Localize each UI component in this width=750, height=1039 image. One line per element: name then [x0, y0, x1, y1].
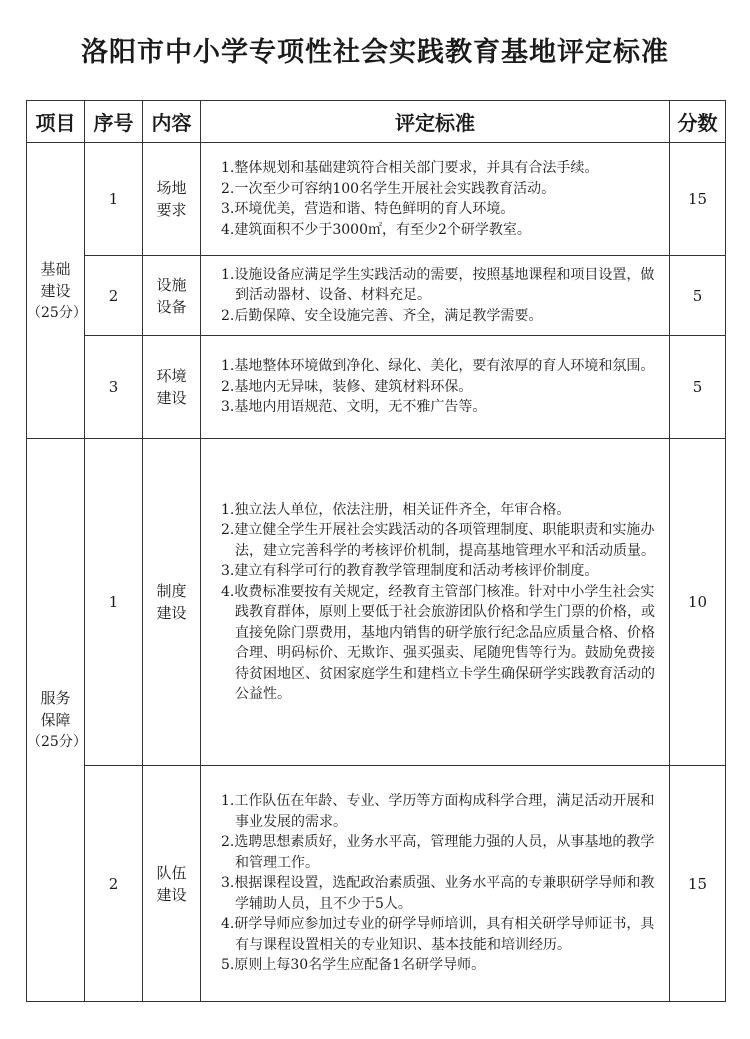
content-cell — [143, 439, 201, 766]
criteria-item: 3.根据课程设置，选配政治素质强、业务水平高的专兼职研学导师和教学辅助人员，且不少于5人。 — [221, 875, 655, 912]
category-line2: 建设 — [40, 281, 71, 300]
content-line2: 建设 — [156, 885, 187, 904]
criteria-item: 4.建筑面积不少于3000㎡，有至少2个研学教室。 — [221, 221, 531, 238]
seq-cell: 2 — [85, 766, 143, 1002]
category-line1: 服务 — [40, 689, 71, 707]
content-line1: 制度 — [156, 582, 187, 600]
header-category: 项目 — [27, 101, 85, 143]
criteria-item: 2.后勤保障、安全设施完善、齐全，满足教学需要。 — [221, 307, 543, 324]
category-line1: 基础 — [40, 259, 71, 278]
score-cell: 5 — [670, 256, 726, 336]
criteria-cell — [201, 143, 670, 256]
content-line2: 要求 — [156, 201, 187, 219]
content-line2: 建设 — [156, 389, 187, 407]
criteria-cell — [201, 336, 670, 439]
category-line2: 保障 — [40, 711, 71, 729]
criteria-cell — [201, 766, 670, 1002]
category-cell-basic — [27, 143, 85, 439]
seq-cell: 1 — [85, 439, 143, 766]
table-row — [27, 336, 726, 439]
criteria-item: 2.建立健全学生开展社会实践活动的各项管理制度、职能职责和实施办法，建立完善科学的考核评价机制，提高基地管理水平和活动质量。 — [221, 522, 655, 559]
seq-cell: 1 — [85, 143, 143, 256]
content-line1: 设施 — [156, 275, 187, 294]
header-score: 分数 — [670, 101, 726, 143]
table-row — [27, 766, 726, 1002]
criteria-item: 1.整体规划和基础建筑符合相关部门要求，并具有合法手续。 — [221, 160, 599, 176]
criteria-item: 1.基地整体环境做到净化、绿化、美化，要有浓厚的育人环境和氛围。 — [221, 358, 655, 375]
header-content: 内容 — [143, 101, 201, 143]
content-cell — [143, 336, 201, 439]
criteria-item: 3.环境优美，营造和谐、特色鲜明的育人环境。 — [221, 201, 515, 217]
table-header-row — [27, 101, 726, 143]
content-line2: 建设 — [156, 604, 187, 622]
score-cell: 10 — [670, 439, 726, 766]
criteria-item: 2.选聘思想素质好，业务水平高，管理能力强的人员，从事基地的教学和管理工作。 — [221, 834, 655, 871]
header-seq: 序号 — [85, 101, 143, 143]
table-row — [27, 256, 726, 336]
score-cell: 15 — [670, 143, 726, 256]
content-line1: 队伍 — [156, 863, 187, 882]
criteria-item: 1.工作队伍在年龄、专业、学历等方面构成科学合理，满足活动开展和事业发展的需求。 — [221, 793, 655, 830]
criteria-cell — [201, 439, 670, 766]
header-criteria: 评定标准 — [201, 101, 670, 143]
seq-cell: 3 — [85, 336, 143, 439]
criteria-item: 2.一次至少可容纳100名学生开展社会实践教育活动。 — [221, 180, 556, 197]
criteria-item: 4.收费标准要按有关规定，经教育主管部门核准。针对中小学生社会实践教育群体，原则上要低于社会旅游团队价格和学生门票的价格，或直接免除门票费用，基地内销售的研学旅行纪念品应质量合格、价格合理、明码标价、无欺诈、强买强卖、尾随兜售等行为。鼓励免费接待贫困地区、贫困家庭学生和建档立卡学生确保研学实践教育活动的公益性。 — [221, 583, 655, 702]
criteria-item: 4.研学导师应参加过专业的研学导师培训，具有相关研学导师证书，具有与课程设置相关的专业知识、基本技能和培训经历。 — [221, 916, 655, 953]
category-cell-service — [27, 439, 85, 1002]
criteria-item: 1.设施设备应满足学生实践活动的需要，按照基地课程和项目设置，做到活动器材、设备、材料充足。 — [221, 266, 655, 304]
score-cell: 5 — [670, 336, 726, 439]
criteria-item: 5.原则上每30名学生应配备1名研学导师。 — [221, 957, 486, 974]
criteria-table — [26, 100, 726, 1002]
criteria-cell — [201, 256, 670, 336]
document-title: 洛阳市中小学专项性社会实践教育基地评定标准 — [81, 37, 669, 68]
content-line2: 设备 — [156, 297, 187, 316]
seq-cell: 2 — [85, 256, 143, 336]
content-cell — [143, 766, 201, 1002]
criteria-item: 1.独立法人单位，依法注册，相关证件齐全，年审合格。 — [221, 501, 571, 518]
content-line1: 场地 — [156, 179, 187, 197]
content-line1: 环境 — [156, 367, 187, 385]
category-points: （25分） — [27, 304, 87, 321]
table-row — [27, 143, 726, 256]
table-row — [27, 439, 726, 766]
criteria-item: 3.基地内用语规范、文明，无不雅广告等。 — [221, 399, 487, 416]
content-cell — [143, 256, 201, 336]
criteria-item: 2.基地内无异味，装修、建筑材料环保。 — [221, 378, 473, 395]
score-cell: 15 — [670, 766, 726, 1002]
content-cell — [143, 143, 201, 256]
criteria-item: 3.建立有科学可行的教育教学管理制度和活动考核评价制度。 — [221, 563, 599, 579]
category-points: （25分） — [27, 734, 87, 750]
